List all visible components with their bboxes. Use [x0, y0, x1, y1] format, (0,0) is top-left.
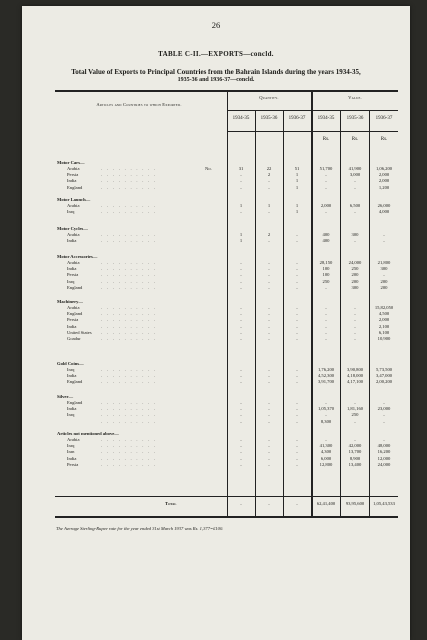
quantity-cell: ..	[239, 406, 243, 412]
table-bottom-rule	[55, 516, 398, 518]
value-cell: ..	[382, 412, 386, 418]
quantity-cell: ..	[295, 323, 299, 329]
dot-leader: . . . . . . . . . .	[101, 317, 158, 323]
dot-leader: . . . . . . . . . .	[101, 329, 158, 335]
quantity-cell: ..	[239, 443, 243, 449]
quantity-cell: ..	[295, 449, 299, 455]
value-cell: ..	[382, 232, 386, 237]
quantity-cell: 1	[267, 203, 271, 208]
country-label: Iraq	[67, 367, 75, 372]
dot-leader: . . . . . . . . . .	[101, 373, 158, 379]
quantity-cell: 1	[295, 203, 299, 208]
country-label: Persia	[67, 317, 79, 323]
country-label: England	[67, 400, 83, 405]
quantity-cell: ..	[239, 455, 243, 461]
value-cell: 200	[380, 278, 388, 284]
country-label: India	[67, 238, 77, 244]
dot-leader: . . . . . . . . . .	[101, 305, 158, 310]
quantity-cell: ..	[295, 329, 299, 335]
quantity-cell: ..	[239, 272, 243, 278]
value-cell: 24,000	[377, 461, 391, 467]
country-label: Goadur	[67, 336, 81, 341]
value-cell: 24,000	[348, 260, 362, 265]
quantity-header: Quantity.	[259, 95, 279, 100]
country-label: England	[67, 379, 83, 385]
quantity-cell: ..	[239, 311, 243, 317]
quantity-cell: ..	[295, 311, 299, 317]
value-cell: ..	[324, 400, 328, 405]
quantity-cell: ..	[239, 278, 243, 284]
dot-leader: . . . . . . . . . .	[101, 238, 158, 244]
section-heading: Motor Launch—	[57, 197, 91, 202]
value-cell: 51,700	[319, 166, 333, 171]
country-label: Arabia	[67, 166, 80, 171]
country-label: India	[67, 455, 77, 461]
country-label: India	[67, 266, 77, 272]
value-header: Value.	[348, 95, 362, 100]
quantity-cell: ..	[295, 272, 299, 278]
value-cell: ..	[353, 184, 357, 190]
quantity-cell: ..	[267, 266, 271, 272]
value-cell: ..	[353, 400, 357, 405]
quantity-cell: ..	[295, 336, 299, 341]
table-subtitle: Total Value of Exports to Principal Countries from the Bahrain Islands during the years 1934-35,	[71, 68, 361, 76]
dot-leader: . . . . . . . . . .	[101, 184, 158, 190]
section-heading: Motor Cars—	[57, 160, 85, 165]
quantity-cell: ..	[267, 209, 271, 215]
footnote: The Average Sterling-Rupee rate for the year ended 31st March 1937 was Rs. 1,377=£100.	[56, 526, 224, 531]
quantity-cell: ..	[267, 323, 271, 329]
country-label: Iraq	[67, 443, 75, 449]
quantity-cell: ..	[295, 305, 299, 310]
value-cell: 100	[322, 272, 330, 278]
quantity-cell: ..	[267, 367, 271, 372]
dot-leader: . . . . . . . . . .	[101, 336, 158, 341]
quantity-cell: ..	[239, 184, 243, 190]
dot-leader: . . . . . . . . . .	[101, 266, 158, 272]
quantity-cell: ..	[239, 305, 243, 310]
value-cell: 15,82,050	[374, 305, 394, 310]
quantity-cell: ..	[295, 260, 299, 265]
value-cell: 4,000	[378, 209, 390, 215]
value-cell: 250	[351, 266, 359, 272]
total-value: 93,95,600	[345, 501, 365, 506]
quantity-cell: 1	[239, 238, 243, 244]
quantity-cell: ..	[239, 329, 243, 335]
value-cell: 8,900	[349, 455, 361, 461]
value-cell: ..	[324, 412, 328, 418]
year-header: 1934-35	[232, 116, 250, 121]
value-cell: 4,500	[378, 311, 390, 317]
exports-table	[55, 90, 398, 517]
country-label: England	[67, 311, 83, 317]
quantity-cell: ..	[239, 178, 243, 184]
dot-leader: . . . . . . . . . .	[101, 232, 158, 237]
total-value: 1,05,43,533	[373, 501, 395, 506]
quantity-cell: ..	[267, 329, 271, 335]
value-cell: ..	[324, 209, 328, 215]
quantity-cell: 1	[295, 172, 299, 178]
dot-leader: . . . . . . . . . .	[101, 379, 158, 385]
value-cell: 13,400	[348, 461, 362, 467]
value-cell: 2,000	[378, 178, 390, 184]
value-cell: 5,73,500	[375, 367, 393, 372]
value-cell: 13,700	[348, 449, 362, 455]
dot-leader: . . . . . . . . . .	[101, 172, 158, 178]
value-cell: ..	[324, 172, 328, 178]
country-label: Arabia	[67, 305, 80, 310]
country-label: Iraq	[67, 412, 75, 418]
quantity-cell: ..	[295, 418, 299, 424]
quantity-cell: ..	[267, 184, 271, 190]
value-cell: ..	[353, 209, 357, 215]
table-subtitle-continued: 1935-36 and 1936-37—concld.	[177, 77, 255, 83]
value-cell: 10,900	[377, 336, 391, 341]
country-label: Iraq	[67, 209, 75, 215]
unit-label: Rs.	[380, 137, 388, 142]
country-label: Persia	[67, 172, 79, 178]
value-cell: 28,150	[319, 260, 333, 265]
quantity-cell: ..	[267, 317, 271, 323]
quantity-cell: ..	[295, 278, 299, 284]
value-cell: ..	[324, 178, 328, 184]
value-cell: ..	[353, 336, 357, 341]
value-cell: ..	[324, 184, 328, 190]
quantity-cell: ..	[267, 373, 271, 379]
value-cell: ..	[353, 437, 357, 442]
value-cell: 2,000	[378, 317, 390, 323]
year-header: 1935-36	[260, 116, 278, 121]
value-cell: 2,000	[378, 172, 390, 178]
quantity-cell: 2	[267, 232, 271, 237]
country-label: Arabia	[67, 437, 80, 442]
dot-leader: . . . . . . . . . .	[101, 449, 158, 455]
country-label: England	[67, 184, 83, 190]
section-heading: Gold Coins—	[57, 361, 84, 366]
value-cell: ..	[353, 178, 357, 184]
quantity-cell: ..	[267, 437, 271, 442]
year-header: 1936-37	[288, 116, 306, 121]
dot-leader: . . . . . . . . . .	[101, 418, 158, 424]
dot-leader: . . . . . . . . . .	[101, 406, 158, 412]
value-cell: ..	[353, 323, 357, 329]
value-cell: ..	[353, 305, 357, 310]
quantity-cell: ..	[239, 461, 243, 467]
value-cell: ..	[382, 400, 386, 405]
unit-label: Rs.	[322, 137, 330, 142]
value-cell: 4,17,100	[346, 379, 364, 385]
value-cell: 250	[322, 278, 330, 284]
value-cell: ..	[324, 311, 328, 317]
value-cell: 1,76,200	[317, 367, 335, 372]
value-cell: ..	[324, 437, 328, 442]
year-header: 1934-35	[317, 116, 335, 121]
quantity-cell: 1	[295, 178, 299, 184]
value-cell: 8,300	[320, 418, 332, 424]
quantity-cell: ..	[295, 317, 299, 323]
country-label: India	[67, 373, 77, 379]
quantity-cell: ..	[239, 209, 243, 215]
value-cell: 4,52,300	[317, 373, 335, 379]
quantity-cell: ..	[267, 412, 271, 418]
value-cell: 3,90,800	[346, 367, 364, 372]
quantity-cell: ..	[239, 266, 243, 272]
value-cell: 3,000	[349, 172, 361, 178]
quantity-cell: 1	[239, 232, 243, 237]
value-cell: ..	[353, 317, 357, 323]
value-cell: 4,300	[320, 449, 332, 455]
country-label: Iran	[67, 449, 75, 455]
quantity-cell: ..	[295, 232, 299, 237]
quantity-cell: ..	[295, 266, 299, 272]
dot-leader: . . . . . . . . . .	[101, 400, 158, 405]
value-cell: 300	[380, 266, 388, 272]
value-cell: ..	[353, 238, 357, 244]
dot-leader: . . . . . . . . . .	[101, 272, 158, 278]
quantity-cell: 2	[267, 172, 271, 178]
value-cell: ..	[324, 284, 328, 290]
value-cell: 23,000	[377, 406, 391, 412]
quantity-cell: ..	[239, 323, 243, 329]
dot-leader: . . . . . . . . . .	[101, 284, 158, 290]
unit-label: No.	[205, 166, 212, 171]
section-heading: Machinery—	[57, 299, 84, 304]
country-label: India	[67, 323, 77, 329]
quantity-cell: ..	[267, 278, 271, 284]
quantity-cell: ..	[267, 418, 271, 424]
quantity-cell: ..	[267, 305, 271, 310]
table-title: TABLE C-II.—EXPORTS—concld.	[158, 50, 274, 58]
total-quantity: ..	[295, 501, 299, 506]
quantity-cell: ..	[295, 284, 299, 290]
quantity-cell: ..	[239, 284, 243, 290]
country-label: United States	[67, 329, 92, 335]
value-cell: 300	[351, 284, 359, 290]
value-cell: ..	[382, 418, 386, 424]
quantity-cell: ..	[239, 379, 243, 385]
country-label: England	[67, 284, 83, 290]
dot-leader: . . . . . . . . . .	[101, 461, 158, 467]
country-label: Iraq	[67, 278, 75, 284]
section-heading: Motor Accessories—	[57, 254, 98, 259]
dot-leader: . . . . . . . . . .	[101, 166, 158, 171]
dot-leader: . . . . . . . . . .	[101, 278, 158, 284]
quantity-cell: ..	[267, 336, 271, 341]
country-label: Arabia	[67, 260, 80, 265]
quantity-cell: ..	[267, 272, 271, 278]
value-cell: ..	[324, 323, 328, 329]
articles-header: Articles and Countries to which Exported.	[96, 102, 182, 107]
quantity-cell: ..	[295, 406, 299, 412]
value-cell: 400	[322, 232, 330, 237]
quantity-cell: ..	[267, 238, 271, 244]
value-cell: 200	[351, 278, 359, 284]
value-cell: 250	[351, 412, 359, 418]
quantity-cell: ..	[267, 443, 271, 449]
value-cell: ..	[353, 311, 357, 317]
quantity-cell: ..	[295, 461, 299, 467]
quantity-cell: ..	[295, 379, 299, 385]
quantity-cell: ..	[239, 418, 243, 424]
quantity-cell: ..	[239, 373, 243, 379]
quantity-cell: ..	[267, 455, 271, 461]
quantity-cell: ..	[295, 238, 299, 244]
dot-leader: . . . . . . . . . .	[101, 178, 158, 184]
value-cell: 300	[351, 232, 359, 237]
document-page	[22, 6, 410, 640]
value-cell: 400	[322, 238, 330, 244]
value-cell: ..	[382, 238, 386, 244]
quantity-cell: ..	[267, 406, 271, 412]
value-cell: 41,300	[319, 443, 333, 449]
quantity-cell: ..	[267, 400, 271, 405]
value-cell: 21,800	[377, 260, 391, 265]
value-cell: 2,00,200	[375, 379, 393, 385]
quantity-cell: 31	[238, 166, 244, 171]
value-cell: 2,100	[378, 323, 390, 329]
country-label: Persia	[67, 272, 79, 278]
value-cell: 1,200	[378, 184, 390, 190]
quantity-cell: ..	[295, 443, 299, 449]
quantity-cell: ..	[267, 284, 271, 290]
dot-leader: . . . . . . . . . .	[101, 437, 158, 442]
value-cell: 4,18,000	[346, 373, 364, 379]
value-cell: 1,81,160	[346, 406, 364, 412]
quantity-cell: ..	[267, 449, 271, 455]
quantity-cell: 1	[239, 203, 243, 208]
value-cell: 1,06,200	[375, 166, 393, 171]
section-heading: Silver—	[57, 394, 74, 399]
quantity-cell: ..	[239, 336, 243, 341]
value-cell: 3,91,700	[317, 379, 335, 385]
dot-leader: . . . . . . . . . .	[101, 367, 158, 372]
value-cell: ..	[324, 329, 328, 335]
value-cell: ..	[324, 317, 328, 323]
value-cell: 200	[380, 284, 388, 290]
value-cell: ..	[353, 329, 357, 335]
unit-label: Rs.	[351, 137, 359, 142]
quantity-cell: ..	[239, 412, 243, 418]
dot-leader: . . . . . . . . . .	[101, 455, 158, 461]
quantity-cell: ..	[267, 311, 271, 317]
value-cell: 16,200	[377, 449, 391, 455]
value-cell: 12,800	[319, 461, 333, 467]
total-quantity: ..	[267, 501, 271, 506]
value-cell: 3,47,000	[375, 373, 393, 379]
value-cell: ..	[382, 272, 386, 278]
dot-leader: . . . . . . . . . .	[101, 209, 158, 215]
country-label: India	[67, 178, 77, 184]
section-heading: Motor Cycles—	[57, 226, 88, 231]
section-heading: Articles not mentioned above—	[57, 431, 119, 436]
value-cell: 42,000	[348, 443, 362, 449]
quantity-cell: ..	[239, 367, 243, 372]
page-number: 26	[211, 20, 221, 30]
year-header: 1935-36	[346, 116, 364, 121]
quantity-cell: ..	[239, 317, 243, 323]
value-cell: 26,000	[377, 203, 391, 208]
quantity-cell: ..	[267, 379, 271, 385]
dot-leader: . . . . . . . . . .	[101, 443, 158, 449]
quantity-cell: ..	[295, 437, 299, 442]
value-cell: 12,000	[377, 455, 391, 461]
dot-leader: . . . . . . . . . .	[101, 323, 158, 329]
value-cell: 6,000	[320, 455, 332, 461]
value-cell: ..	[324, 305, 328, 310]
quantity-cell: ..	[239, 260, 243, 265]
year-header: 1936-37	[375, 116, 393, 121]
quantity-cell: 22	[266, 166, 272, 171]
value-cell: 200	[351, 272, 359, 278]
value-cell: ..	[382, 437, 386, 442]
country-label: India	[67, 406, 77, 412]
quantity-cell: ..	[267, 178, 271, 184]
value-cell: 41,900	[348, 166, 362, 171]
quantity-cell: ..	[295, 373, 299, 379]
total-value: 62,41,400	[316, 501, 336, 506]
quantity-cell: 1	[295, 184, 299, 190]
quantity-cell: 1	[295, 209, 299, 215]
quantity-cell: ..	[267, 461, 271, 467]
total-quantity: ..	[239, 501, 243, 506]
quantity-cell: ..	[239, 449, 243, 455]
value-cell: 1,05,370	[317, 406, 335, 412]
quantity-cell: 51	[294, 166, 300, 171]
country-label: Arabia	[67, 203, 80, 208]
quantity-cell: ..	[295, 455, 299, 461]
dot-leader: . . . . . . . . . .	[101, 203, 158, 208]
country-label: Arabia	[67, 232, 80, 237]
dot-leader: . . . . . . . . . .	[101, 412, 158, 418]
quantity-cell: ..	[295, 400, 299, 405]
value-cell: ..	[324, 336, 328, 341]
value-cell: 6,100	[378, 329, 390, 335]
quantity-cell: ..	[239, 172, 243, 178]
value-cell: 6,500	[349, 203, 361, 208]
dot-leader: . . . . . . . . . .	[101, 311, 158, 317]
value-cell: 48,000	[377, 443, 391, 449]
value-cell: 2,000	[320, 203, 332, 208]
value-cell: ..	[353, 418, 357, 424]
total-label: Total	[165, 501, 177, 506]
quantity-cell: ..	[239, 400, 243, 405]
value-cell: 100	[322, 266, 330, 272]
quantity-cell: ..	[239, 437, 243, 442]
country-label: Persia	[67, 461, 79, 467]
quantity-cell: ..	[295, 412, 299, 418]
quantity-cell: ..	[267, 260, 271, 265]
quantity-cell: ..	[295, 367, 299, 372]
dot-leader: . . . . . . . . . .	[101, 260, 158, 265]
